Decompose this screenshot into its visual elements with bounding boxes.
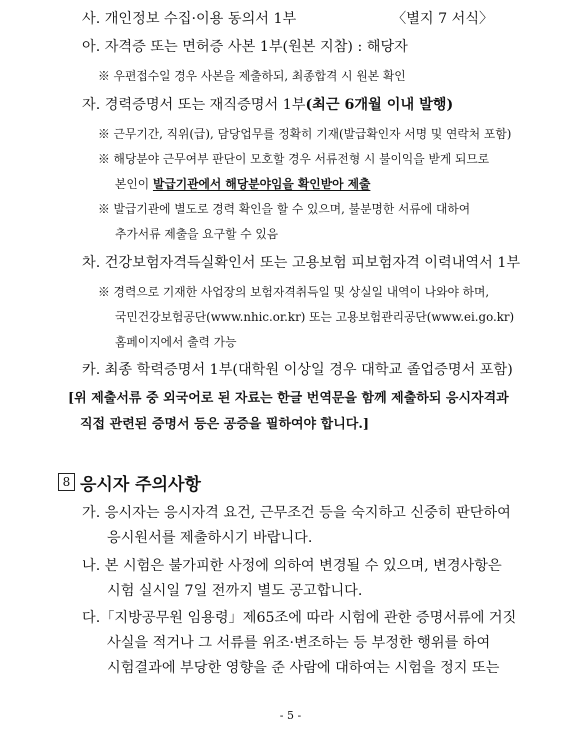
notice-line-2: 직접 관련된 증명서 등은 공증을 필하여야 합니다.]	[80, 417, 369, 432]
note-postal: ※ 우편접수일 경우 사본을 제출하되, 최종합격 시 원본 확인	[98, 69, 406, 83]
note-issuer-check: ※ 발급기관에 별도로 경력 확인을 할 수 있으며, 불분명한 서류에 대하여	[98, 202, 471, 216]
caution-na-2: 시험 실시일 7일 전까지 별도 공고합니다.	[107, 583, 363, 599]
note-insurance-sites: 국민건강보험공단(www.nhic.or.kr) 또는 고용보험관리공단(www.ei.go.kr)	[115, 310, 515, 324]
caution-na-1: 나. 본 시험은 불가피한 사정에 의하여 변경될 수 있으며, 변경사항은	[82, 558, 502, 574]
item-ja	[82, 98, 453, 112]
item-a: 아. 자격증 또는 면허증 사본 1부(원본 지참) : 해당자	[82, 39, 408, 55]
note-ambiguous: ※ 해당분야 근무여부 판단이 모호할 경우 서류전형 시 불이익을 받게 되므로	[98, 152, 490, 166]
page-number: - 5 -	[279, 709, 302, 722]
note-ambiguous-cont-text: 본인이	[115, 177, 153, 191]
item-sa: 사. 개인정보 수집·이용 동의서 1부	[82, 11, 297, 27]
note-issuer-check-cont: 추가서류 제출을 요구할 수 있음	[115, 227, 279, 241]
caution-ga-1: 가. 응시자는 응시자격 요건, 근무조건 등을 숙지하고 신중히 판단하여	[82, 505, 511, 521]
caution-da-1: 다.「지방공무원 임용령」제65조에 따라 시험에 관한 증명서류에 거짓	[82, 610, 517, 626]
note-ambiguous-cont	[115, 179, 370, 191]
section-number-box: 8	[58, 473, 75, 491]
note-career-period: ※ 근무기간, 직위(급), 담당업무를 정확히 기재(발급확인자 서명 및 연락처 포함)	[98, 127, 512, 141]
item-ja-text: 자. 경력증명서 또는 재직증명서 1부	[82, 97, 306, 113]
item-ja-emphasis: (최근 6개월 이내 발행)	[305, 97, 454, 113]
item-ka: 카. 최종 학력증명서 1부(대학원 이상일 경우 대학교 졸업증명서 포함)	[82, 362, 513, 378]
note-insurance-print: 홈페이지에서 출력 가능	[115, 335, 237, 349]
note-insurance: ※ 경력으로 기재한 사업장의 보험자격취득일 및 상실일 내역이 나와야 하며,	[98, 285, 490, 299]
caution-ga-2: 응시원서를 제출하시기 바랍니다.	[107, 530, 313, 546]
caution-da-3: 시험결과에 부당한 영향을 준 사람에 대하여는 시험을 정지 또는	[107, 660, 500, 676]
form-reference: 〈별지 7 서식〉	[392, 11, 494, 27]
section-title: 응시자 주의사항	[80, 475, 201, 495]
notice-line-1: [위 제출서류 중 외국어로 된 자료는 한글 번역문을 함께 제출하되 응시자격과	[68, 391, 509, 406]
note-ambiguous-emphasis: 발급기관에서 해당분야임을 확인받아 제출	[152, 177, 371, 191]
item-cha: 차. 건강보험자격득실확인서 또는 고용보험 피보험자격 이력내역서 1부	[82, 255, 521, 271]
caution-da-2: 사실을 적거나 그 서류를 위조·변조하는 등 부정한 행위를 하여	[107, 635, 491, 651]
